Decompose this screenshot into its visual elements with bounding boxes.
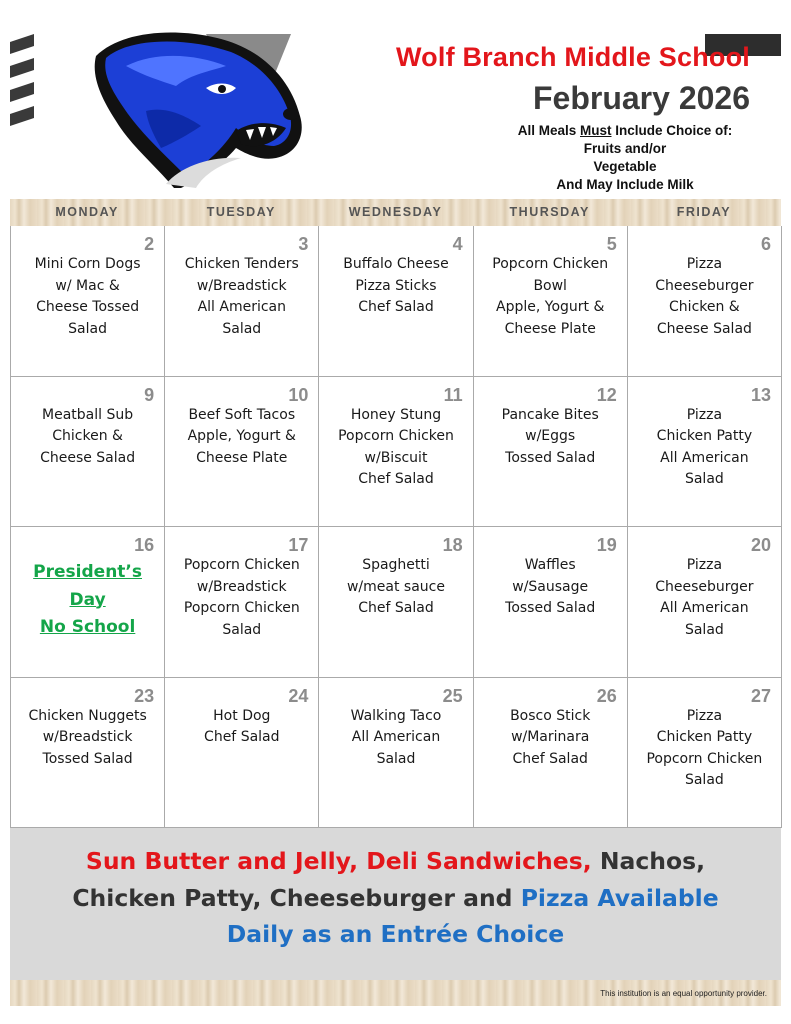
daily-entree-banner bbox=[10, 828, 781, 980]
menu-items bbox=[323, 555, 468, 620]
menu-items bbox=[478, 555, 623, 620]
menu-items bbox=[15, 706, 160, 771]
menu-calendar-grid bbox=[10, 226, 782, 828]
menu-item-line: Cheeseburger bbox=[655, 277, 754, 294]
menu-item-line: Tossed Salad bbox=[42, 750, 133, 767]
menu-item-line: Meatball Sub bbox=[42, 406, 134, 423]
menu-item-line: Cheeseburger bbox=[655, 578, 754, 595]
menu-item-line: w/Breadstick bbox=[42, 729, 133, 745]
menu-item-line: Apple, Yogurt & bbox=[187, 428, 296, 444]
menu-item-line: Salad bbox=[684, 621, 724, 638]
menu-item-line: Hot Dog bbox=[213, 707, 271, 724]
day-number: 3 bbox=[298, 234, 309, 254]
menu-items bbox=[15, 405, 160, 470]
banner-line-3 bbox=[10, 916, 781, 953]
menu-item-line: w/meat sauce bbox=[346, 578, 445, 595]
day-number: 5 bbox=[606, 234, 617, 254]
menu-item-line: Popcorn Chicken bbox=[183, 600, 300, 616]
day-number: 6 bbox=[760, 234, 771, 254]
day-cell-tuesday bbox=[165, 678, 319, 829]
day-number: 9 bbox=[144, 384, 155, 405]
menu-item-line: Chicken Tenders bbox=[184, 256, 299, 272]
menu-items bbox=[632, 405, 777, 491]
menu-item-line: All American bbox=[197, 299, 286, 315]
day-number: 24 bbox=[288, 685, 309, 706]
menu-item-line: Salad bbox=[222, 621, 262, 638]
day-cell-monday bbox=[11, 527, 165, 678]
day-cell-friday bbox=[628, 377, 782, 528]
menu-item-line: Walking Taco bbox=[350, 707, 442, 724]
weekday-friday: FRIDAY bbox=[676, 205, 732, 219]
day-number: 2 bbox=[144, 234, 155, 254]
menu-item-line: Spaghetti bbox=[362, 557, 430, 573]
day-cell-thursday bbox=[474, 678, 628, 829]
day-number: 23 bbox=[134, 685, 155, 706]
day-cell-wednesday bbox=[319, 527, 473, 678]
menu-item-line: Chicken & bbox=[669, 299, 740, 315]
holiday-notice bbox=[11, 559, 164, 642]
banner-line-1 bbox=[10, 843, 781, 880]
menu-item-line: Chicken Patty bbox=[656, 729, 753, 745]
meal-note-line-2: Fruits and/or bbox=[583, 141, 667, 156]
school-name: Wolf Branch Middle School bbox=[395, 42, 750, 72]
menu-items bbox=[478, 405, 623, 470]
menu-item-line: Pizza bbox=[686, 406, 723, 423]
banner-dark-text-1: Nachos, bbox=[591, 847, 706, 875]
day-number: 11 bbox=[443, 384, 463, 405]
weekday-monday: MONDAY bbox=[55, 205, 119, 219]
decorative-stripes bbox=[6, 34, 40, 130]
wolf-mascot-logo-icon bbox=[86, 26, 311, 191]
weekday-tuesday: TUESDAY bbox=[206, 205, 276, 219]
day-cell-wednesday bbox=[319, 377, 473, 528]
menu-item-line: Tossed Salad bbox=[505, 449, 596, 466]
menu-item-line: All American bbox=[351, 729, 441, 745]
weekday-thursday: THURSDAY bbox=[509, 205, 590, 219]
menu-item-line: w/ Mac & bbox=[55, 277, 120, 294]
day-number: 10 bbox=[288, 384, 309, 405]
meal-note-line-3: Vegetable bbox=[593, 159, 657, 174]
menu-items bbox=[169, 254, 314, 340]
day-number: 18 bbox=[442, 535, 463, 555]
menu-items bbox=[169, 405, 314, 470]
menu-item-line: Salad bbox=[376, 750, 416, 767]
menu-item-line: Buffalo Cheese bbox=[343, 256, 449, 272]
menu-item-line: Pizza bbox=[686, 557, 723, 573]
day-number: 20 bbox=[750, 535, 771, 555]
day-cell-friday bbox=[628, 226, 782, 377]
day-number: 12 bbox=[596, 384, 617, 405]
day-number: 19 bbox=[596, 535, 617, 555]
menu-items bbox=[632, 555, 777, 641]
menu-items bbox=[323, 405, 468, 491]
holiday-line: No School bbox=[39, 617, 136, 637]
month-title: February 2026 bbox=[532, 80, 750, 116]
menu-items bbox=[478, 254, 623, 340]
menu-item-line: Chef Salad bbox=[204, 729, 280, 745]
menu-item-line: w/Biscuit bbox=[364, 449, 428, 466]
menu-item-line: Salad bbox=[68, 320, 107, 337]
holiday-line: President’s bbox=[33, 562, 142, 582]
day-cell-monday bbox=[11, 377, 165, 528]
menu-item-line: Salad bbox=[222, 320, 262, 337]
day-cell-tuesday bbox=[165, 226, 319, 377]
banner-red-text: Sun Butter and Jelly, Deli Sandwiches, bbox=[85, 847, 592, 875]
banner-line-2 bbox=[10, 880, 781, 917]
menu-item-line: Chicken Patty bbox=[656, 428, 753, 444]
meal-note-line-4: And May Include Milk bbox=[556, 177, 694, 192]
menu-item-line: w/Marinara bbox=[511, 729, 590, 745]
menu-item-line: Chicken Nuggets bbox=[28, 707, 147, 724]
menu-items bbox=[169, 555, 314, 641]
menu-item-line: Pizza bbox=[686, 707, 723, 724]
day-cell-monday bbox=[11, 678, 165, 829]
meal-note-line-1 bbox=[470, 122, 780, 140]
menu-item-line: Popcorn Chicken bbox=[646, 750, 763, 767]
weekday-wednesday: WEDNESDAY bbox=[348, 205, 443, 219]
menu-items bbox=[323, 706, 468, 771]
menu-item-line: Tossed Salad bbox=[505, 600, 596, 616]
day-cell-tuesday bbox=[165, 377, 319, 528]
menu-item-line: All American bbox=[660, 600, 749, 616]
day-cell-thursday bbox=[474, 527, 628, 678]
menu-item-line: Popcorn Chicken bbox=[183, 557, 300, 573]
menu-item-line: Cheese Salad bbox=[656, 320, 752, 337]
meal-requirements-note bbox=[470, 122, 780, 194]
menu-item-line: All American bbox=[660, 449, 749, 466]
menu-item-line: w/Eggs bbox=[525, 428, 576, 444]
day-cell-thursday bbox=[474, 226, 628, 377]
note-suffix: Include Choice of: bbox=[611, 123, 733, 138]
menu-item-line: Cheese Tossed bbox=[36, 299, 140, 315]
menu-item-line: Chef Salad bbox=[358, 299, 434, 315]
menu-item-line: Cheese Salad bbox=[40, 449, 136, 466]
day-number: 27 bbox=[750, 685, 771, 706]
day-cell-thursday bbox=[474, 377, 628, 528]
menu-item-line: Salad bbox=[684, 772, 724, 788]
day-number: 4 bbox=[452, 234, 463, 254]
equal-opportunity-notice: This institution is an equal opportunity provider. bbox=[600, 989, 767, 998]
note-prefix: All Meals bbox=[517, 123, 580, 138]
menu-item-line: Chef Salad bbox=[358, 471, 434, 487]
menu-items bbox=[632, 254, 777, 340]
menu-item-line: Cheese Plate bbox=[504, 320, 596, 337]
day-number: 26 bbox=[596, 685, 617, 706]
menu-item-line: Bowl bbox=[533, 277, 567, 294]
day-cell-monday bbox=[11, 226, 165, 377]
footer-strip bbox=[10, 980, 781, 1006]
day-cell-wednesday bbox=[319, 226, 473, 377]
menu-item-line: Chicken & bbox=[52, 428, 123, 444]
menu-item-line: Apple, Yogurt & bbox=[496, 299, 605, 315]
day-number: 17 bbox=[288, 535, 309, 555]
menu-item-line: Cheese Plate bbox=[196, 449, 288, 466]
menu-item-line: Popcorn Chicken bbox=[492, 256, 609, 272]
menu-item-line: Chef Salad bbox=[358, 600, 434, 616]
menu-item-line: Waffles bbox=[524, 557, 576, 573]
menu-item-line: Chef Salad bbox=[512, 750, 588, 767]
menu-item-line: w/Sausage bbox=[512, 578, 589, 595]
day-cell-tuesday bbox=[165, 527, 319, 678]
menu-item-line: Bosco Stick bbox=[510, 707, 591, 724]
day-cell-friday bbox=[628, 527, 782, 678]
banner-dark-text-2: Chicken Patty, Cheeseburger and bbox=[72, 883, 521, 912]
banner-blue-text-1: Pizza Available bbox=[520, 883, 719, 912]
menu-item-line: Popcorn Chicken bbox=[338, 428, 454, 444]
menu-item-line: w/Breadstick bbox=[196, 277, 287, 294]
menu-items bbox=[478, 706, 623, 771]
banner-blue-text-2: Daily as an Entrée Choice bbox=[226, 920, 565, 948]
day-number: 25 bbox=[442, 685, 463, 706]
menu-item-line: w/Breadstick bbox=[196, 578, 287, 595]
day-cell-wednesday bbox=[319, 678, 473, 829]
menu-item-line: Salad bbox=[684, 471, 724, 487]
day-cell-friday bbox=[628, 678, 782, 829]
menu-item-line: Mini Corn Dogs bbox=[34, 256, 141, 272]
menu-items bbox=[323, 254, 468, 319]
day-number: 13 bbox=[750, 384, 771, 405]
menu-items bbox=[15, 254, 160, 340]
menu-item-line: Pizza Sticks bbox=[355, 277, 437, 294]
menu-item-line: Beef Soft Tacos bbox=[188, 406, 296, 423]
menu-item-line: Pizza bbox=[686, 256, 723, 272]
menu-items bbox=[632, 706, 777, 792]
menu-items bbox=[169, 706, 314, 749]
note-emphasis: Must bbox=[580, 123, 612, 138]
weekday-header bbox=[10, 199, 781, 226]
menu-item-line: Pancake Bites bbox=[501, 406, 599, 423]
menu-item-line: Honey Stung bbox=[350, 406, 442, 423]
holiday-line: Day bbox=[69, 589, 106, 610]
day-number: 16 bbox=[134, 535, 155, 555]
